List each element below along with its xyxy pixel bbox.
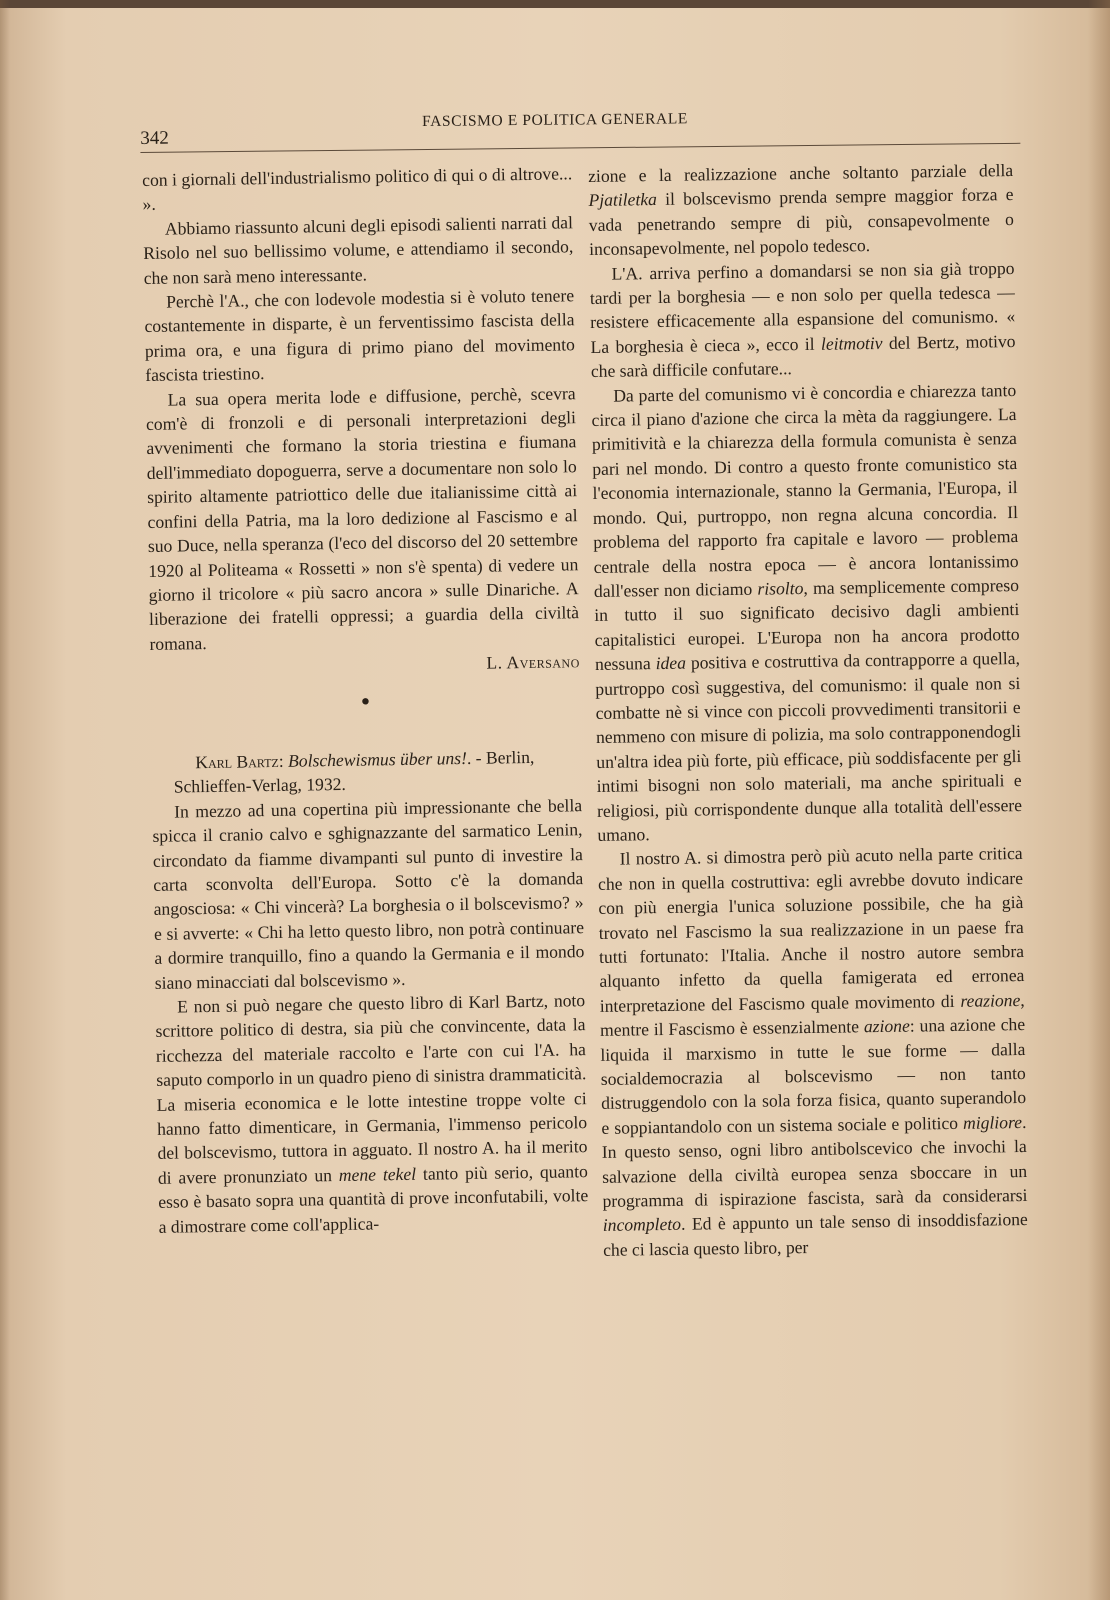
text-run: zione e la realizzazione anche soltanto parziale della <box>588 160 1014 186</box>
text-run: Il nostro A. si dimostra però più acuto nella parte critica che non in quella costruttiva: egli avrebbe dovuto indicare con più energia l'unica soluzione possibile, che ha già trovato nel Fascismo la sua realizzazione in un paese fra tutti fortunato: l'Italia. Anche il nostro autore sembra alquanto infetto da quella famigerata ed erronea interpretazione del Fascismo quale movimento di <box>597 843 1025 1016</box>
paragraph <box>155 988 589 1239</box>
scan-top-border <box>0 0 1110 8</box>
text-run: , mentre il Fascismo è essenzialmente <box>599 989 1025 1041</box>
text-run: . Ed è appunto un tale senso di insoddisfazione che ci lascia questo libro, per <box>603 1209 1028 1260</box>
page-number: 342 <box>140 127 169 149</box>
text-run: . In questo senso, ogni libro antibolscevico che invochi la salvazione della civiltà europea senza sboccare in un programma di ispirazione fascista, sarà da considerarsi <box>601 1111 1028 1211</box>
book-author: Karl Bartz <box>195 750 279 773</box>
text-run: , ma semplicemente compreso in tutto il suo significato decisivo dagli ambienti capitalistici europei. L'Europa non ha ancora prodotto nessuna <box>594 574 1020 675</box>
paragraph: La sua opera merita lode e diffusione, perchè, scevra com'è di fronzoli e di personali interpretazioni degli avvenimenti che formano la storia triestina e fiumana dell'immediato dopoguerra, serve a documentare non solo lo spirito altamente patriottico delle due italianissime città ai confini della Patria, ma la loro dedizione al Fascismo e al suo Duce, nella speranza (l'eco del discorso del 20 settembre 1920 al Politeama « Rossetti » non s'è spenta) di vedere un giorno il tricolore « più sacro ancora » sulle Dinariche. A liberazione dei fratelli oppressi; a guardia della civiltà romana. <box>145 382 580 654</box>
paragraph: Perchè l'A., che con lodevole modestia si è voluto tenere costantemente in disparte, è un ferventissimo fascista della prima ora, e una figura di primo piano del movimento fascista triestino. <box>144 285 575 386</box>
bib-separator: : <box>278 750 289 771</box>
running-head: FASCISMO E POLITICA GENERALE <box>422 110 689 131</box>
paragraph: Abbiamo riassunto alcuni degli episodi salienti narrati dal Risolo nel suo bellissimo volume, e attendiamo il secondo, che non sarà meno interessante. <box>143 212 574 288</box>
paragraph <box>598 841 1029 1262</box>
text-run: : una azione che liquida il marxismo in tutte le sue forme — dalla socialdemocrazia al bolscevismo — non tanto distruggendolo con la sola forza fisica, quanto superandolo e soppiantandolo con un sistema sociale e politico <box>600 1014 1027 1138</box>
italic-phrase: risolto <box>757 577 804 599</box>
paragraph: In mezzo ad una copertina più impressionante che bella spicca il cranio calvo e sghignazzante del sarmatico Lenin, circondato da fiamme divampanti sul punto di investire la carta sconvolta dell'Europa. Sotto c'è la domanda angosciosa: « Chi vincerà? La borghesia o il bolscevismo? » e si avverte: « Chi ha letto questo libro, non potrà continuare a dormire tranquillo, fino a quando la Germania e il mondo siano minacciati dal bolscevismo ». <box>152 794 585 993</box>
paragraph <box>588 158 1014 262</box>
text-run: del Bertz, motivo che sarà difficile confutare... <box>590 330 1016 382</box>
section-separator-bullet: ● <box>360 693 371 710</box>
left-column <box>142 161 589 1239</box>
text-run: E non si può negare che questo libro di Karl Bartz, noto scrittore politico di destra, sia più che convincente, data la ricchezza del materiale raccolto e l'arte con cui l'A. ha saputo comporlo in un quadro pieno di sinistra drammaticità. La miseria economica e le lotte intestine troppe volte ci hanno fatto dimenticare, in Germania, l'immenso pericolo del bolscevismo, tuttora in agguato. Il nostro A. ha il merito di avere pronunziato un <box>155 990 588 1188</box>
book-publication: . - Berlin, Schlieffen-Verlag, 1932. <box>173 746 535 797</box>
paragraph <box>589 256 1016 384</box>
text-run: Da parte del comunismo vi è concordia e chiarezza tanto circa il piano d'azione che circa la mèta da raggiungere. La primitività e la chiarezza della formula comunista è senza pari nel mondo. Di contro a questo fronte comunistico sta l'economia internazionale, stanno la Germania, l'Europa, il mondo. Qui, purtroppo, non regna alcuna concordia. Il problema del rapporto fra capitale e lavoro — problema centrale della nostra epoca — è ancora lontanissimo dall'esser non diciamo <box>591 379 1019 601</box>
italic-phrase: mene tekel <box>338 1163 417 1185</box>
paragraph: con i giornali dell'industrialismo politico di qui o di altrove... ». <box>142 163 573 215</box>
bibliographic-entry <box>151 744 582 800</box>
review-signature: L. Aversano <box>486 651 580 673</box>
italic-phrase: leitmotiv <box>820 332 883 354</box>
italic-phrase: migliore <box>962 1111 1023 1133</box>
page-header <box>140 103 1020 149</box>
page-right-shadow <box>1088 0 1110 1600</box>
right-column <box>588 158 1028 1262</box>
header-rule <box>140 143 1020 153</box>
italic-phrase: incompleto <box>602 1214 682 1236</box>
text-run: positiva e costruttiva da contrapporre a quella, purtroppo così suggestiva, del comunismo: il quale non si combatte nè si vince con piccoli provvedimenti transitorii e nemmeno con misure di polizia, ma solo contrapponendogli un'altra idea più forte, più efficace, più soddisfacente per gli intimi bisogni non solo materiali, ma anche spirituali e religiosi, più corrispondente dunque alla totalità dell'essere umano. <box>595 648 1023 845</box>
italic-phrase: Pjatiletka <box>588 189 658 211</box>
paragraph <box>591 378 1022 848</box>
italic-phrase: idea <box>655 652 687 674</box>
book-title: Bolschewismus über uns! <box>287 747 468 771</box>
page-left-shadow <box>0 0 10 1600</box>
italic-phrase: azione <box>863 1015 910 1037</box>
text-run: L'A. arriva perfino a domandarsi se non sia già troppo tardi per la borghesia — e non solo per quella tedesca — resistere efficacemente alla espansione del comunismo. « La borghesia è cieca », ecco il <box>589 257 1016 357</box>
text-run: tanto più serio, quanto esso è basato sopra una quantità di prove inconfutabili, volte a dimostrare come coll'applica- <box>158 1160 589 1237</box>
text-run: il bolscevismo prenda sempre maggior forza e vada penetrando sempre di più, consapevolmente o inconsapevolmente, nel popolo tedesco. <box>588 184 1014 260</box>
italic-phrase: reazione <box>960 989 1021 1011</box>
